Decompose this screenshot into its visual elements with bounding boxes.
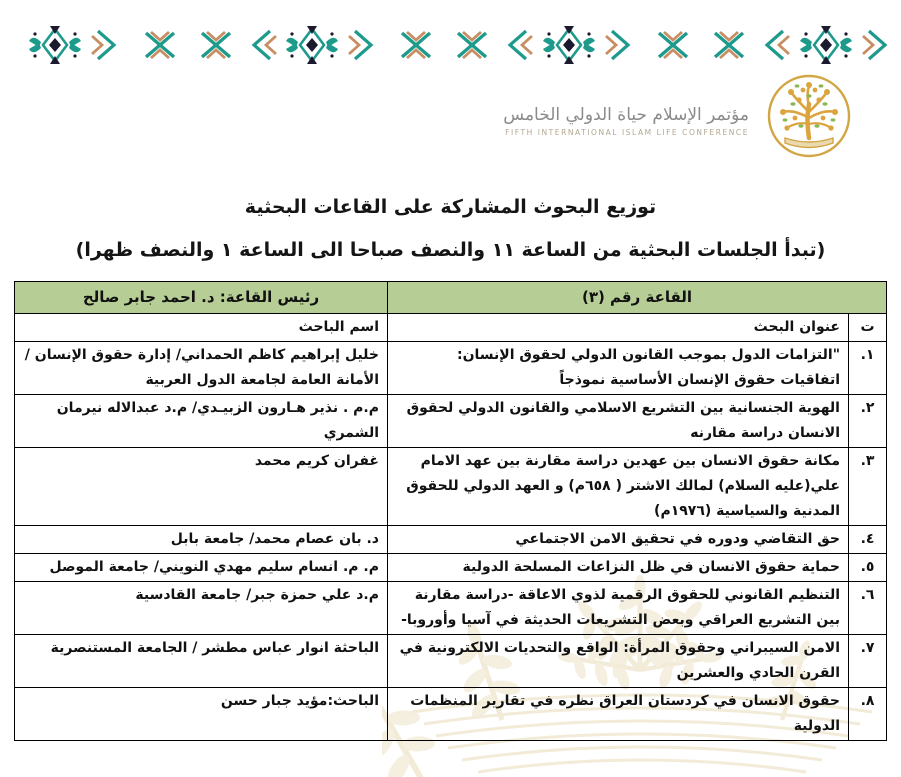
researcher-name: م.م . نذير هـارون الزبيـدي/ م.د عبدالاله نيرمان الشمري — [15, 395, 388, 448]
table-row — [15, 342, 887, 395]
row-number: ٥. — [849, 554, 887, 582]
research-title: التنظيم القانوني للحقوق الرقمية لذوي الاعاقة -دراسة مقارنة بين التشريع العراقي وبعض التشريعات الحديثة في آسيا وأوروبا- — [388, 582, 849, 635]
conference-logo-text — [503, 105, 749, 137]
row-number: ٢. — [849, 395, 887, 448]
page-subtitle: (تبدأ الجلسات البحثية من الساعة ١١ والنصف صباحا الى الساعة ١ والنصف ظهرا) — [75, 239, 826, 261]
table-row — [15, 635, 887, 688]
table-row — [15, 554, 887, 582]
researcher-name: د. بان عصام محمد/ جامعة بابل — [15, 526, 388, 554]
table-row — [15, 448, 887, 526]
table-row — [15, 526, 887, 554]
column-header-title: عنوان البحث — [388, 314, 849, 342]
researcher-name: م.د علي حمزة جبر/ جامعة القادسية — [15, 582, 388, 635]
research-title: "التزامات الدول بموجب القانون الدولي لحقوق الإنسان: اتفاقيات حقوق الإنسان الأساسية نموذجاً — [388, 342, 849, 395]
column-header-researcher: اسم الباحث — [15, 314, 388, 342]
table-row — [15, 688, 887, 741]
room-number-header: القاعة رقم (٣) — [388, 282, 887, 314]
research-title: مكانة حقوق الانسان بين عهدين دراسة مقارنة بين عهد الامام علي(عليه السلام) لمالك الاشتر ( ٦٥٨م) و العهد الدولي للحقوق المدنية والسياسية (١٩٧٦م) — [388, 448, 849, 526]
conference-name-arabic: مؤتمر الإسلام حياة الدولي الخامس — [503, 105, 749, 125]
decorative-tribal-border — [0, 22, 901, 68]
table-row — [15, 395, 887, 448]
research-title: الهوية الجنسانية بين التشريع الاسلامي والقانون الدولي لحقوق الانسان دراسة مقارنه — [388, 395, 849, 448]
room-chair-header: رئيس القاعة: د. احمد جابر صالح — [15, 282, 388, 314]
row-number: ٨. — [849, 688, 887, 741]
room-header-row — [15, 282, 887, 314]
tree-logo-icon — [757, 74, 861, 162]
research-title: حماية حقوق الانسان في ظل النزاعات المسلحة الدولية — [388, 554, 849, 582]
row-number: ٤. — [849, 526, 887, 554]
row-number: ١. — [849, 342, 887, 395]
researcher-name: غفران كريم محمد — [15, 448, 388, 526]
research-table-body — [15, 282, 887, 741]
page-title: توزيع البحوث المشاركة على القاعات البحثية — [244, 196, 657, 218]
research-distribution-table — [14, 281, 887, 741]
column-header-num: ت — [849, 314, 887, 342]
research-title: حق التقاضي ودوره في تحقيق الامن الاجتماعي — [388, 526, 849, 554]
conference-logo — [503, 74, 861, 162]
row-number: ٣. — [849, 448, 887, 526]
conference-name-english: FIFTH INTERNATIONAL ISLAM LIFE CONFERENCE — [505, 128, 749, 137]
researcher-name: م. م. انسام سليم مهدي النويني/ جامعة الموصل — [15, 554, 388, 582]
column-header-row — [15, 314, 887, 342]
researcher-name: خليل إبراهيم كاظم الحمداني/ إدارة حقوق الإنسان / الأمانة العامة لجامعة الدول العربية — [15, 342, 388, 395]
researcher-name: الباحثة انوار عباس مطشر / الجامعة المستنصرية — [15, 635, 388, 688]
researcher-name: الباحث:مؤيد جبار حسن — [15, 688, 388, 741]
row-number: ٦. — [849, 582, 887, 635]
table-row — [15, 582, 887, 635]
research-title: حقوق الانسان في كردستان العراق نظره في تقارير المنظمات الدولية — [388, 688, 849, 741]
row-number: ٧. — [849, 635, 887, 688]
research-title: الامن السيبراني وحقوق المرأة: الواقع والتحديات الالكترونية في القرن الحادي والعشرين — [388, 635, 849, 688]
